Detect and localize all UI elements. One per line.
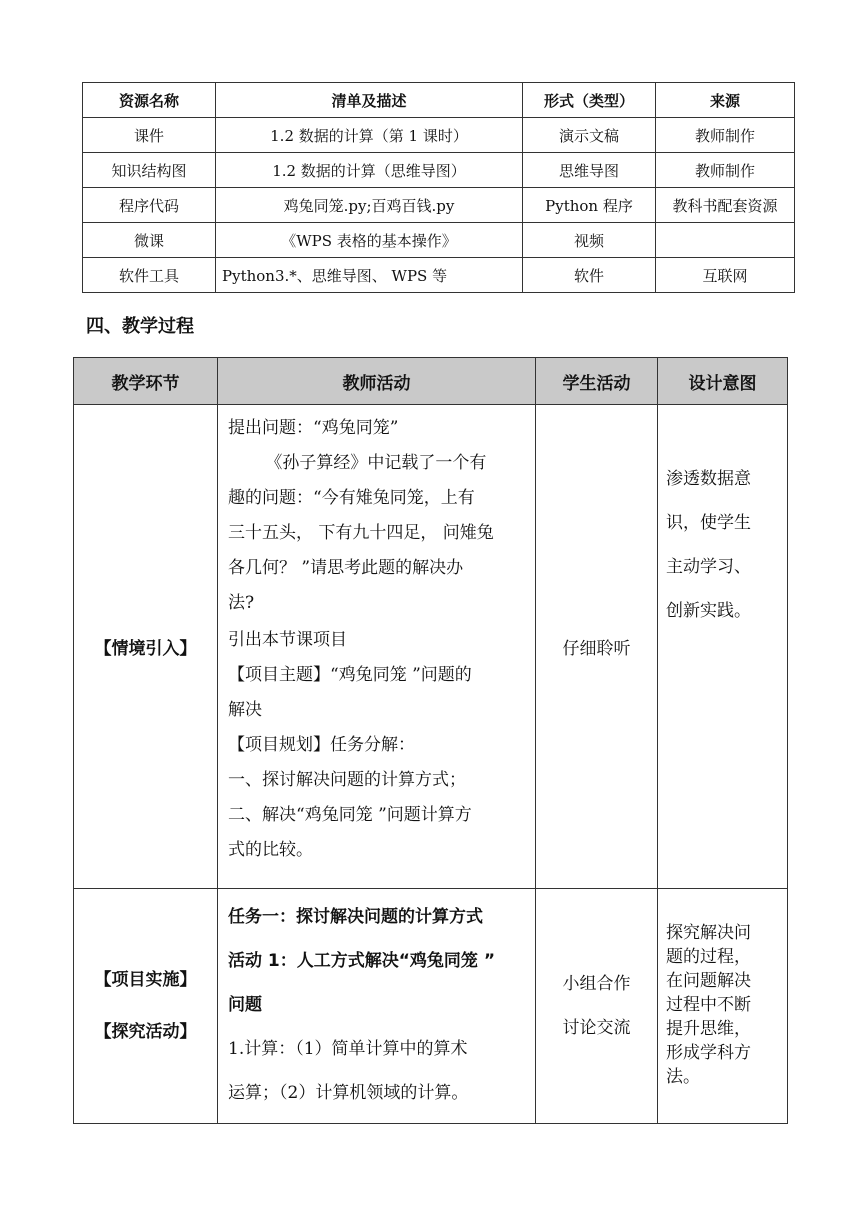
col-header: 资源名称 — [83, 83, 216, 118]
table-cell: 演示文稿 — [523, 118, 656, 153]
table-cell: 互联网 — [656, 258, 795, 293]
table-cell: 教科书配套资源 — [656, 188, 795, 223]
text-line: 渗透数据意 — [666, 469, 751, 489]
table-cell: 教师制作 — [656, 118, 795, 153]
col-header: 教学环节 — [74, 358, 218, 405]
text-line: 活动 1：人工方式解决“鸡兔同笼 ” — [228, 951, 496, 971]
table-cell: 思维导图 — [523, 153, 656, 188]
text-line: 各几何？ ”请思考此题的解决办 — [228, 558, 464, 578]
table-cell: 课件 — [83, 118, 216, 153]
teacher-activity-cell — [218, 889, 536, 1124]
teacher-activity-cell — [218, 405, 536, 889]
resource-table-header — [83, 83, 795, 118]
table-cell: 《WPS 表格的基本操作》 — [216, 223, 523, 258]
table-cell: 知识结构图 — [83, 153, 216, 188]
student-activity-cell — [536, 889, 658, 1124]
text-line: 识，使学生 — [666, 513, 751, 533]
text-line: 主动学习、 — [666, 557, 751, 577]
col-header: 学生活动 — [536, 358, 658, 405]
col-header: 设计意图 — [658, 358, 788, 405]
text-line: 运算；（2）计算机领域的计算。 — [228, 1083, 469, 1103]
table-cell: 鸡兔同笼.py;百鸡百钱.py — [216, 188, 523, 223]
student-activity-cell: 仔细聆听 — [536, 405, 658, 889]
table-cell — [656, 223, 795, 258]
table-cell: 微课 — [83, 223, 216, 258]
design-intent-cell — [658, 889, 788, 1124]
text-line: 在问题解决 — [666, 971, 751, 991]
text-line: 创新实践。 — [666, 601, 751, 621]
text-line: 趣的问题：“今有雉兔同笼，上有 — [228, 488, 475, 508]
table-cell: 视频 — [523, 223, 656, 258]
section-title: 四、教学过程 — [86, 316, 194, 337]
text-line: 《孙子算经》中记载了一个有 — [265, 453, 487, 473]
text-line: 二、解决“鸡兔同笼 ”问题计算方 — [228, 805, 472, 825]
text-line: 式的比较。 — [228, 840, 313, 860]
text-line: 讨论交流 — [562, 1018, 631, 1038]
table-cell: Python 程序 — [523, 188, 656, 223]
table-row — [74, 405, 788, 889]
text-line: 过程中不断 — [666, 995, 751, 1015]
resource-table — [82, 82, 795, 293]
col-header: 形式（类型） — [523, 83, 656, 118]
table-cell: 教师制作 — [656, 153, 795, 188]
text-line: 1.计算：（1）简单计算中的算术 — [228, 1039, 468, 1059]
col-header: 来源 — [656, 83, 795, 118]
text-line: 小组合作 — [562, 974, 631, 994]
text-line: 一、探讨解决问题的计算方式； — [228, 770, 466, 790]
text-line: 法? — [228, 593, 255, 613]
text-line: 问题 — [228, 995, 262, 1015]
stage-line: 【项目实施】 — [94, 970, 197, 990]
text-line: 形成学科方 — [666, 1043, 751, 1063]
table-row — [83, 188, 795, 223]
text-line: 提出问题：“鸡兔同笼” — [228, 418, 399, 438]
table-row — [83, 153, 795, 188]
table-row — [83, 223, 795, 258]
table-row — [74, 889, 788, 1124]
table-cell: 程序代码 — [83, 188, 216, 223]
table-row — [83, 258, 795, 293]
stage-cell — [74, 889, 218, 1124]
text-line: 法。 — [666, 1067, 700, 1087]
text-line: 【项目规划】任务分解： — [228, 735, 415, 755]
table-row — [83, 118, 795, 153]
table-cell: 软件 — [523, 258, 656, 293]
design-intent-cell — [658, 405, 788, 889]
col-header: 清单及描述 — [216, 83, 523, 118]
text-line: 提升思维， — [666, 1019, 751, 1039]
text-line: 探究解决问 — [666, 923, 751, 943]
table-cell: 1.2 数据的计算（思维导图） — [216, 153, 523, 188]
text-line: 三十五头， 下有九十四足， 问雉兔 — [228, 523, 494, 543]
table-cell: 1.2 数据的计算（第 1 课时） — [216, 118, 523, 153]
process-table-header — [74, 358, 788, 405]
col-header: 教师活动 — [218, 358, 536, 405]
teaching-process-table — [73, 357, 788, 1124]
text-line: 题的过程， — [666, 947, 751, 967]
stage-line: 【探究活动】 — [94, 1022, 197, 1042]
stage-cell: 【情境引入】 — [74, 405, 218, 889]
table-cell: Python3.*、思维导图、 WPS 等 — [216, 258, 523, 293]
text-line: 任务一：探讨解决问题的计算方式 — [228, 907, 483, 927]
text-line: 解决 — [228, 700, 262, 720]
table-cell: 软件工具 — [83, 258, 216, 293]
text-line: 引出本节课项目 — [228, 630, 347, 650]
text-line: 【项目主题】“鸡兔同笼 ”问题的 — [228, 665, 472, 685]
